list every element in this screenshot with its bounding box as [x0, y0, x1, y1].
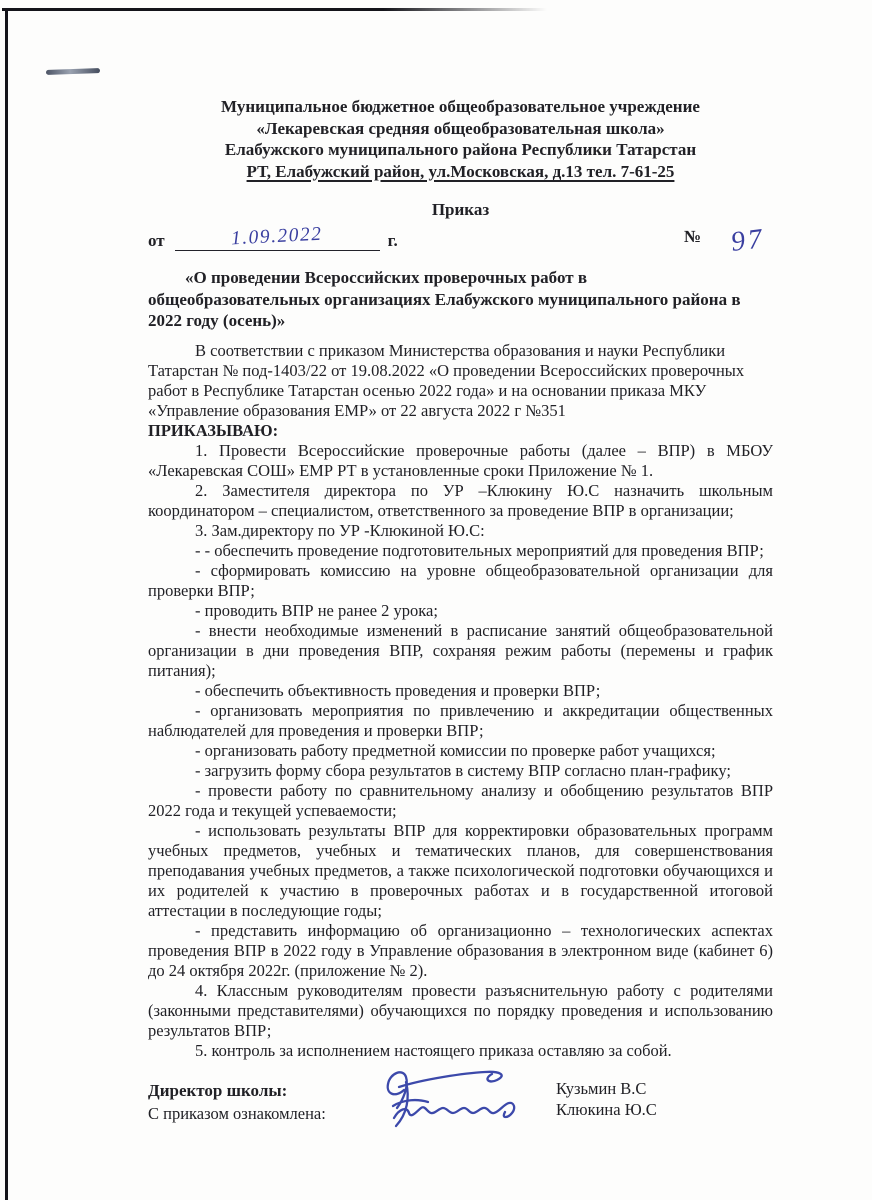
order-item-11: - загрузить форму сбора результатов в систему ВПР согласно план-графику;	[195, 760, 731, 780]
document-title-line-1: «О проведении Всероссийских проверочных работ в	[185, 268, 587, 287]
header-line-3: Елабужского муниципального района Республики Татарстан	[224, 140, 697, 159]
acknowledged-name: Клюкина Ю.С	[556, 1100, 657, 1119]
director-name: Кузьмин В.С	[556, 1079, 647, 1098]
number-group	[683, 223, 773, 258]
handwritten-date: 1.09.2022	[230, 223, 324, 250]
scan-edge-top	[2, 8, 547, 11]
director-label: Директор школы:	[148, 1081, 288, 1100]
director-signature-line	[399, 1072, 502, 1087]
order-item-3: 3. Зам.директору по УР -Клюкиной Ю.С:	[195, 520, 485, 540]
order-item-9: - организовать мероприятия по привлечению и аккредитации общественных наблюдателей для проведения и проверки ВПР;	[148, 700, 773, 740]
order-item-2: 2. Заместителя директора по УР –Клюкину Ю.С назначить школьным координатором – специалистом, ответственного за проведение ВПР в организации;	[148, 480, 773, 520]
date-suffix: г.	[387, 231, 398, 250]
header-line-4: РТ, Елабужский район, ул.Московская, д.13 тел. 7-61-25	[246, 161, 675, 181]
document-body	[148, 341, 773, 1061]
date-underline	[175, 224, 380, 251]
order-item-14: - представить информацию об организационно – технологических аспектах проведения ВПР в 2022 году в Управление образования в электронном виде (кабинет 6) до 24 октября 2022г. (приложение № 2).	[148, 920, 773, 980]
document-title-line-2: общеобразовательных организациях Елабужского муниципального района в	[148, 289, 741, 309]
scan-edge-left	[5, 9, 8, 1200]
document-title	[148, 267, 773, 332]
order-item-7: - внести необходимые изменений в расписание занятий общеобразовательной организации в дни проведения ВПР, сохраняя режим работы (перемены и график питания);	[148, 620, 773, 680]
acknowledged-signature	[394, 1103, 514, 1118]
order-item-10: - организовать работу предметной комиссии по проверке работ учащихся;	[195, 740, 716, 760]
number-label: №	[683, 227, 701, 246]
order-item-12: - провести работу по сравнительному анализу и обобщению результатов ВПР 2022 года и текущей успеваемости;	[148, 780, 773, 820]
acknowledged-label: С приказом ознакомлена:	[148, 1104, 326, 1123]
header-line-2: «Лекаревская средняя общеобразовательная школа»	[256, 118, 665, 138]
document-title-line-3: 2022 году (осень)»	[148, 311, 286, 330]
order-item-15: 4. Классным руководителям провести разъяснительную работу с родителями (законными представителями) обучающихся по порядку проведения и использованию результатов ВПР;	[148, 980, 773, 1040]
header-line-1: Муниципальное бюджетное общеобразовательное учреждение	[221, 97, 700, 116]
order-item-8: - обеспечить объективность проведения и проверки ВПР;	[195, 680, 601, 700]
document-content	[148, 96, 773, 1061]
handwritten-number: 97	[729, 223, 767, 258]
signatures	[368, 1056, 553, 1134]
order-label: Приказ	[431, 200, 490, 219]
prikazyvayu-label: ПРИКАЗЫВАЮ:	[148, 420, 279, 440]
order-item-4: - - обеспечить проведение подготовительных мероприятий для проведения ВПР;	[195, 540, 764, 560]
order-item-16: 5. контроль за исполнением настоящего приказа оставляю за собой.	[195, 1040, 672, 1060]
order-item-5: - сформировать комиссию на уровне общеобразовательной организации для проверки ВПР;	[148, 560, 773, 600]
order-item-6: - проводить ВПР не ранее 2 урока;	[195, 600, 438, 620]
order-item-1: 1. Провести Всероссийские проверочные работы (далее – ВПР) в МБОУ «Лекаревская СОШ» ЕМР РТ в установленные сроки Приложение № 1.	[148, 440, 773, 480]
date-number-row	[148, 223, 773, 258]
date-group	[148, 224, 398, 251]
intro-paragraph: В соответствии с приказом Министерства образования и науки Республики Татарстан № под-1403/22 от 19.08.2022 «О проведении Всероссийских проверочных работ в Республике Татарстан осенью 2022 года» и на основании приказа МКУ «Управление образования ЕМР» от 22 августа 2022 г №351	[148, 340, 745, 420]
date-prefix: от	[148, 231, 165, 250]
pen-mark	[46, 68, 100, 75]
order-item-13: - использовать результаты ВПР для корректировки образовательных программ учебных предметов, учебных и тематических планов, для совершенствования преподавания учебных предметов, а также психологической подготовки обучающихся и их родителей к участию в проверочных работах и в государственной итоговой аттестации в последующие годы;	[148, 820, 773, 920]
